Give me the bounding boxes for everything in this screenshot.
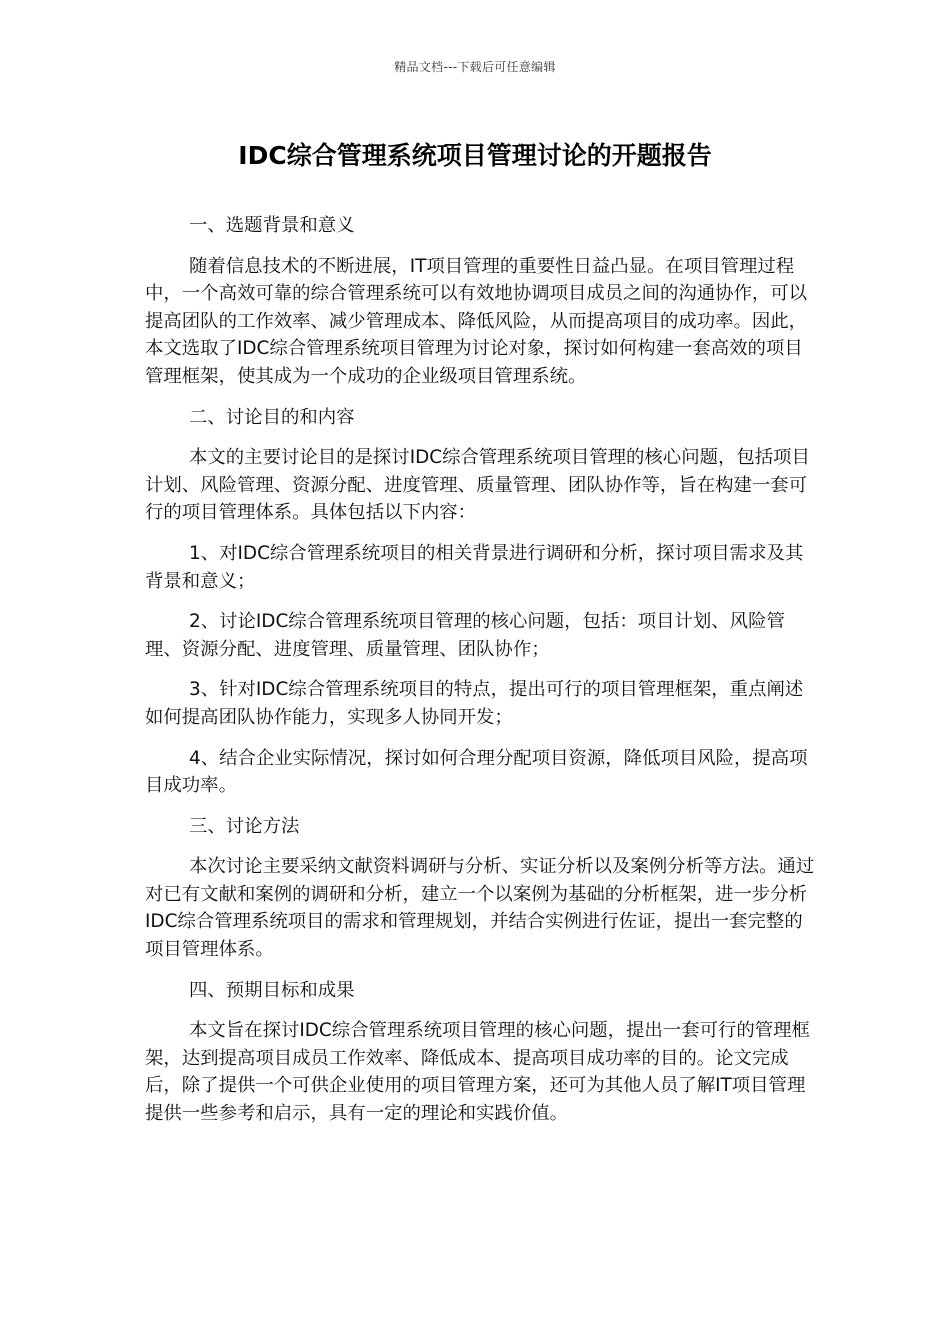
paragraph-methods: 本次讨论主要采纳文献资料调研与分析、实证分析以及案例分析等方法。通过对已有文献和案例的调研和分析，建立一个以案例为基础的分析框架，进一步分析IDC综合管理系统项目的需求和管理规划，并结合实例进行佐证，提出一套完整的项目管理体系。 bbox=[145, 856, 815, 961]
section-heading-purpose: 二、讨论目的和内容 bbox=[189, 406, 355, 428]
document-body bbox=[145, 212, 817, 1141]
paragraph-purpose: 本文的主要讨论目的是探讨IDC综合管理系统项目管理的核心问题，包括项目计划、风险管理、资源分配、进度管理、质量管理、团队协作等，旨在构建一套可行的项目管理体系。具体包括以下内容： bbox=[145, 447, 810, 524]
list-item-3: 3、针对IDC综合管理系统项目的特点，提出可行的项目管理框架，重点阐述如何提高团队协作能力，实现多人协同开发； bbox=[145, 679, 804, 728]
paragraph-outcomes: 本文旨在探讨IDC综合管理系统项目管理的核心问题，提出一套可行的管理框架，达到提高项目成员工作效率、降低成本、提高项目成功率的目的。论文完成后，除了提供一个可供企业使用的项目管理方案，还可为其他人员了解IT项目管理提供一些参考和启示，具有一定的理论和实践价值。 bbox=[145, 1020, 810, 1125]
section-heading-background: 一、选题背景和意义 bbox=[189, 215, 355, 236]
list-item-1: 1、对IDC综合管理系统项目的相关背景进行调研和分析，探讨项目需求及其背景和意义； bbox=[145, 542, 804, 592]
section-heading-methods: 三、讨论方法 bbox=[189, 815, 300, 837]
document-title: IDC综合管理系统项目管理讨论的开题报告 bbox=[238, 141, 712, 170]
paragraph-background: 随着信息技术的不断进展，IT项目管理的重要性日益凸显。在项目管理过程中，一个高效可靠的综合管理系统可以有效地协调项目成员之间的沟通协作，可以提高团队的工作效率、减少管理成本、降低风险，从而提高项目的成功率。因此，本文选取了IDC综合管理系统项目管理为讨论对象，探讨如何构建一套高效的项目管理框架，使其成为一个成功的企业级项目管理系统。 bbox=[145, 255, 808, 387]
list-item-2: 2、讨论IDC综合管理系统项目管理的核心问题，包括：项目计划、风险管理、资源分配、进度管理、质量管理、团队协作； bbox=[145, 611, 785, 660]
header-note: 精品文档---下载后可任意编辑 bbox=[394, 60, 556, 74]
list-item-4: 4、结合企业实际情况，探讨如何合理分配项目资源，降低项目风险，提高项目成功率。 bbox=[145, 747, 808, 797]
section-heading-outcomes: 四、预期目标和成果 bbox=[189, 979, 355, 1001]
